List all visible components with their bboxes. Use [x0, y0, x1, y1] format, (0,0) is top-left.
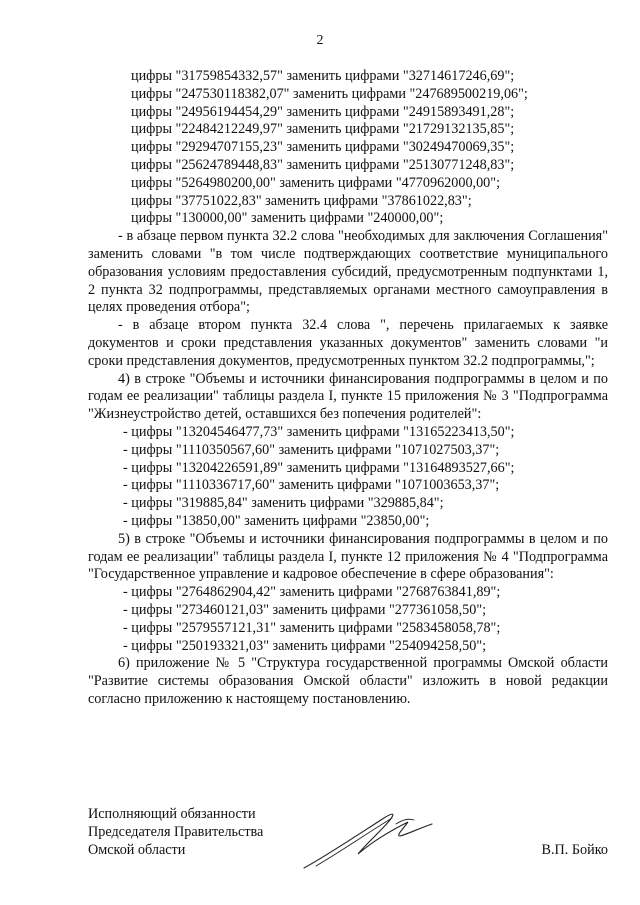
replacement-list-c	[88, 584, 608, 655]
replacement-line: цифры "247530118382,07" заменить цифрами "247689500219,06";	[131, 85, 528, 102]
replacement-line: - цифры "250193321,03" заменить цифрами "254094258,50";	[123, 637, 487, 654]
replacement-line: - цифры "319885,84" заменить цифрами "329885,84";	[123, 495, 444, 512]
replacement-line: - цифры "1110350567,60" заменить цифрами "1071027503,37";	[123, 441, 500, 458]
item-5-intro: 5) в строке "Объемы и источники финансирования подпрограммы в целом и по годам ее реализации" таблицы раздела I, пункте 12 приложения № 4 "Подпрограмма "Государственное управление и кадровое обеспечение в сфере образования":	[88, 530, 608, 583]
replacement-line: - цифры "273460121,03" заменить цифрами "277361058,50";	[123, 601, 487, 618]
replacement-line: цифры "22484212249,97" заменить цифрами "21729132135,85";	[131, 121, 515, 138]
signatory-name: В.П. Бойко	[541, 842, 608, 858]
document-body	[88, 68, 608, 709]
paragraph-32-2: - в абзаце первом пункта 32.2 слова "необходимых для заключения Соглашения" заменить словами "в том числе подтверждающих соответствие муниципального образования условиям предоставления субсидий, предусмотренным подпунктами 1, 2 пункта 32 подпрограммы, представляемых органами местного самоуправления в целях проведения отбора";	[88, 228, 608, 316]
replacement-line: цифры "25624789448,83" заменить цифрами "25130771248,83";	[131, 156, 515, 173]
replacement-line: цифры "31759854332,57" заменить цифрами "32714617246,69";	[131, 68, 515, 84]
item-6: 6) приложение № 5 "Структура государственной программы Омской области "Развитие системы образования Омской области" изложить в новой редакции согласно приложению к настоящему постановлению.	[88, 655, 608, 707]
replacement-line: цифры "130000,00" заменить цифрами "240000,00";	[131, 210, 444, 227]
paragraph-32-4: - в абзаце втором пункта 32.4 слова ", перечень прилагаемых к заявке документов и сроки представления указанных документов" заменить словами "и сроки представления документов, предусмотренных пунктом 32.2 подпрограммы,";	[88, 317, 608, 369]
replacement-line: цифры "37751022,83" заменить цифрами "37861022,83";	[131, 192, 472, 209]
replacement-line: - цифры "2579557121,31" заменить цифрами "2583458058,78";	[123, 619, 501, 636]
replacement-line: - цифры "1110336717,60" заменить цифрами "1071003653,37";	[123, 477, 500, 494]
replacement-line: цифры "5264980200,00" заменить цифрами "4770962000,00";	[131, 174, 501, 191]
signature-block	[88, 806, 608, 876]
replacement-line: цифры "29294707155,23" заменить цифрами "30249470069,35";	[131, 139, 515, 156]
replacement-line: - цифры "13850,00" заменить цифрами "23850,00";	[123, 512, 430, 529]
signatory-title-line: Председателя Правительства	[88, 823, 264, 840]
replacement-line: - цифры "2764862904,42" заменить цифрами "2768763841,89";	[123, 584, 501, 601]
signatory-title-line: Исполняющий обязанности	[88, 806, 256, 822]
item-4-intro: 4) в строке "Объемы и источники финансирования подпрограммы в целом и по годам ее реализации" таблицы раздела I, пункте 15 приложения № 3 "Подпрограмма "Жизнеустройство детей, оставшихся без попечения родителей":	[88, 370, 608, 423]
replacement-line: цифры "24956194454,29" заменить цифрами "24915893491,28";	[131, 103, 515, 120]
replacement-line: - цифры "13204546477,73" заменить цифрами "13165223413,50";	[123, 423, 515, 440]
handwritten-signature	[296, 796, 446, 876]
replacement-list-b	[88, 424, 608, 531]
replacement-list-a	[88, 68, 608, 228]
page-number: 2	[316, 33, 324, 48]
replacement-line: - цифры "13204226591,89" заменить цифрами "13164893527,66";	[123, 459, 515, 476]
signatory-title-line: Омской области	[88, 841, 186, 858]
